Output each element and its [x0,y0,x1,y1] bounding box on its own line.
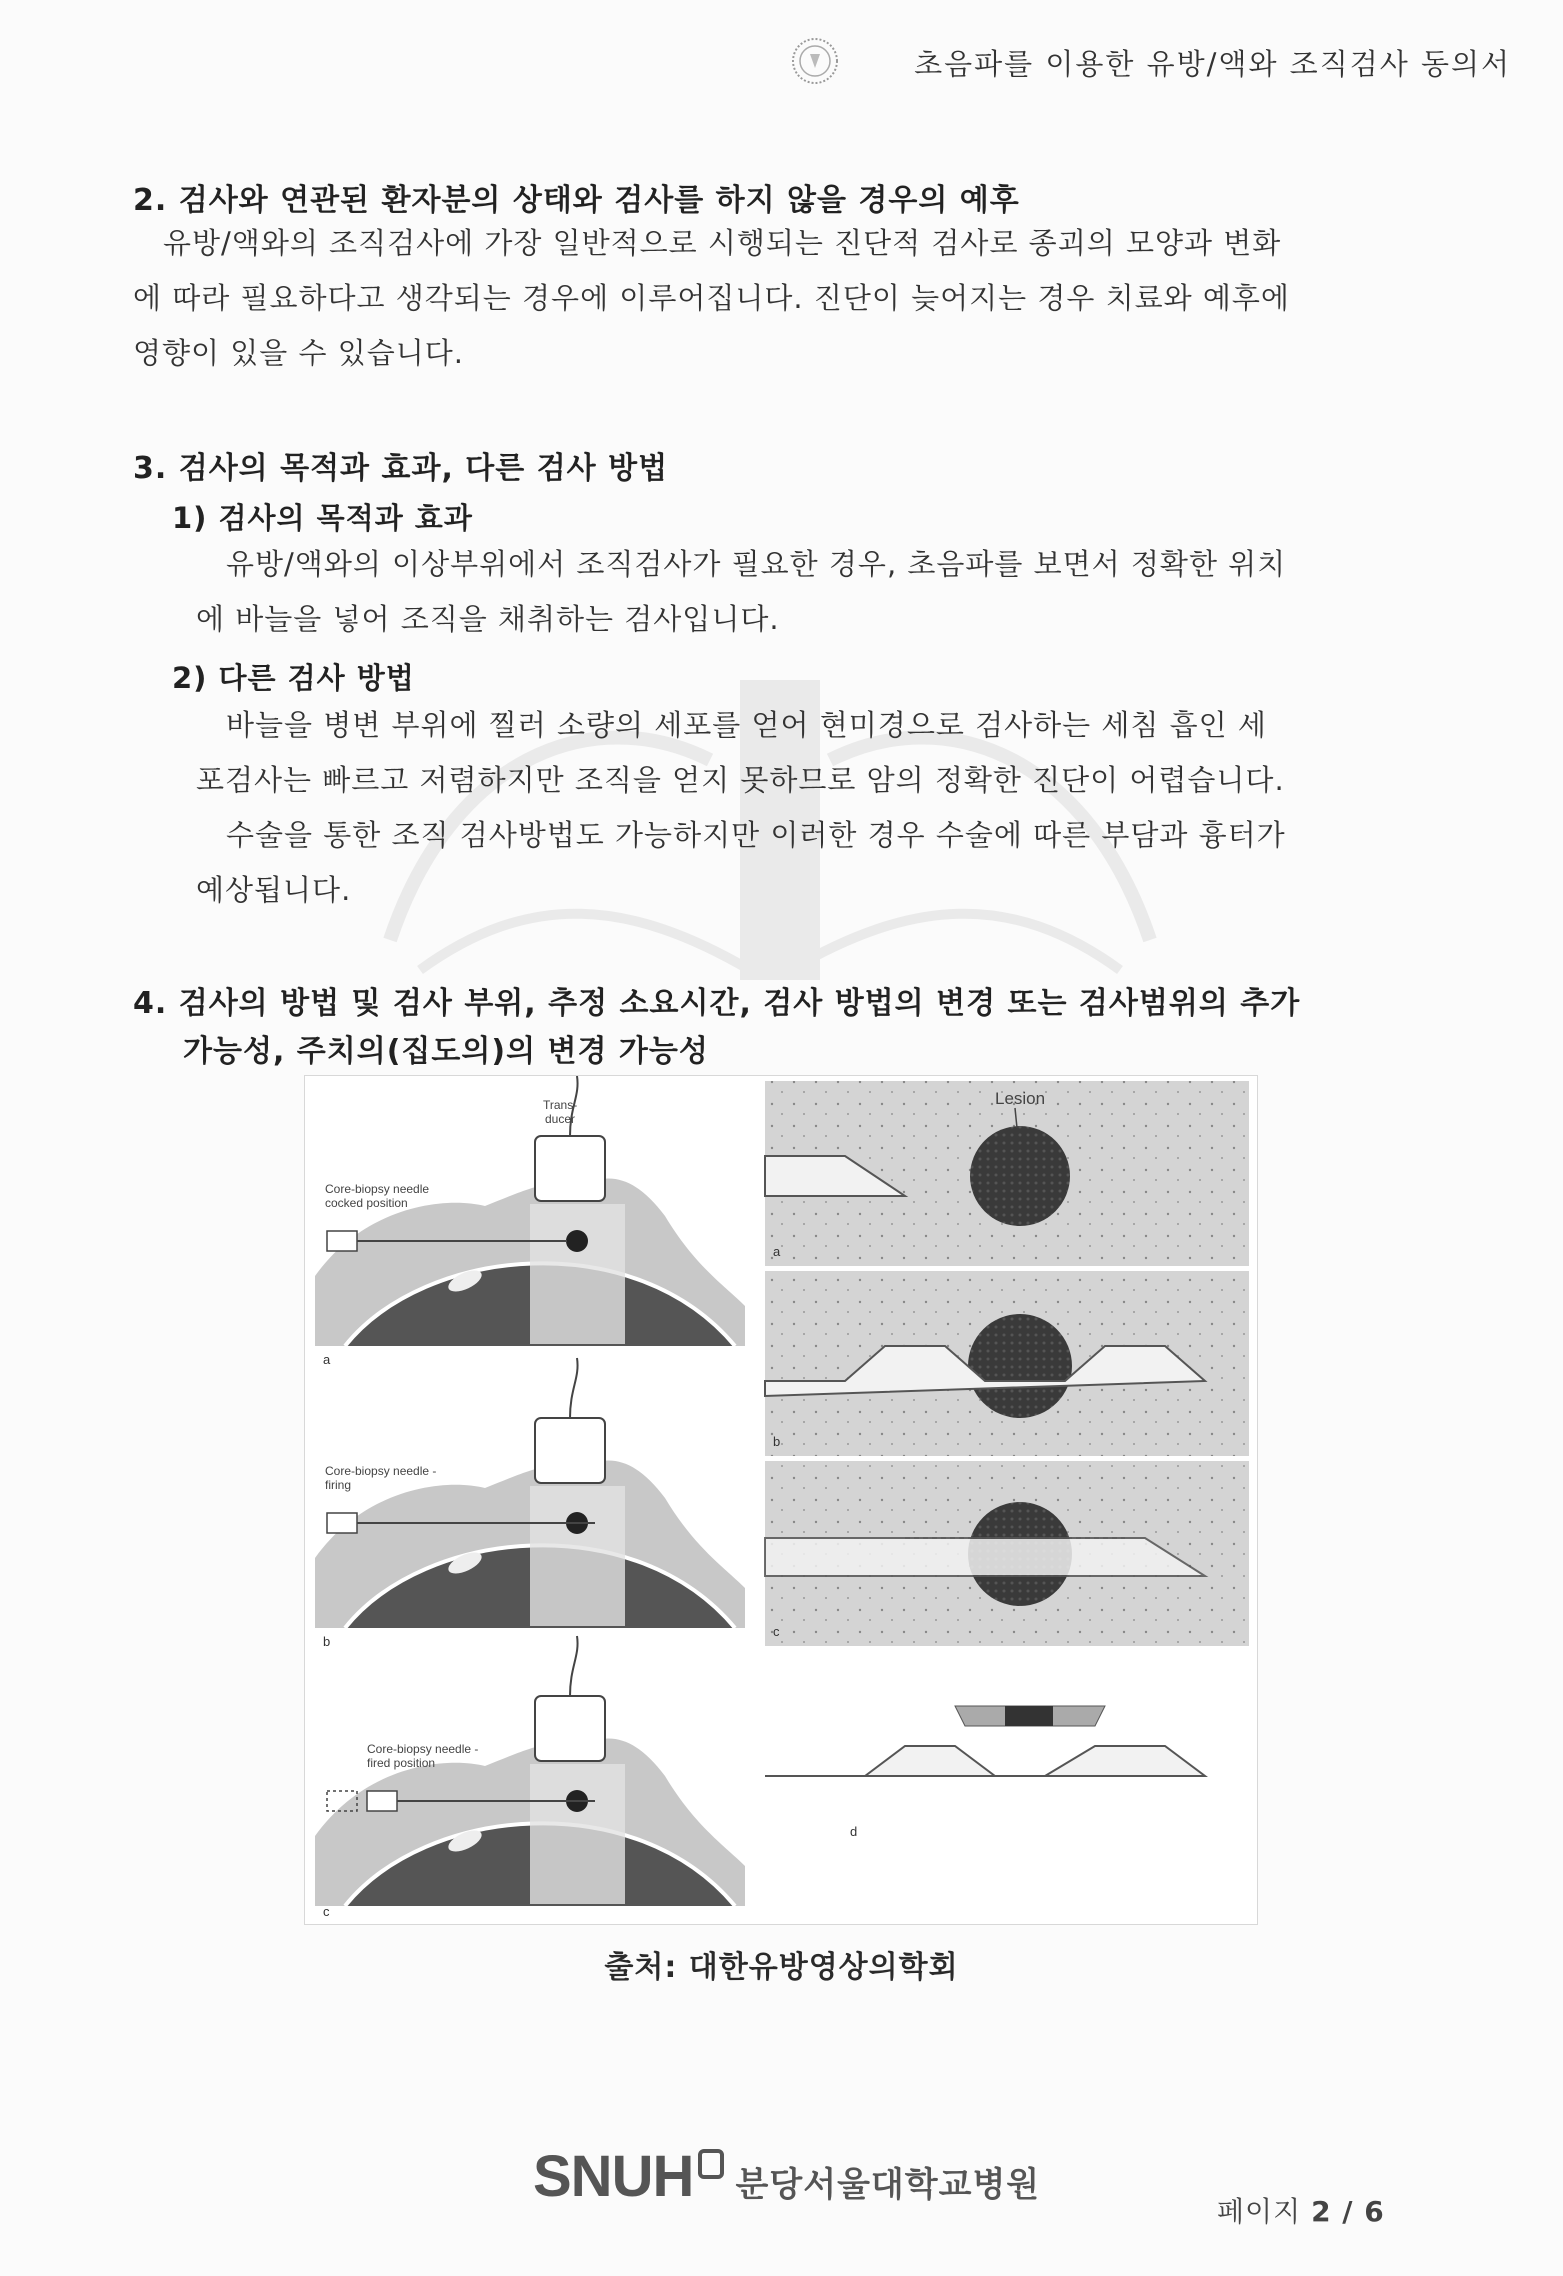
left-panel-c [315,1636,745,1919]
figure-caption: 출처: 대한유방영상의학회 [604,1950,959,1985]
left-panel-b [315,1358,745,1649]
section-4-title-line2: 가능성, 주치의(집도의)의 변경 가능성 [183,1034,709,1069]
left-panel-a [315,1076,745,1367]
section-3-2-line: 바늘을 병변 부위에 찔러 소량의 세포를 얻어 현미경으로 검사하는 세침 흡인 세 [226,708,1267,742]
section-3-2-body [196,698,1396,918]
section-2-line: 영향이 있을 수 있습니다. [133,336,465,370]
snuh-logo-text: SNUH [533,2144,694,2209]
section-2-body [133,216,1388,381]
hospital-logo [533,2143,1040,2210]
needle-label: cocked position [325,1196,408,1210]
transducer-label: ducer [545,1112,576,1126]
hospital-seal-logo [790,36,840,86]
panel-letter: d [850,1824,858,1839]
core-biopsy-illustration [304,1075,1258,1925]
needle-label: firing [325,1478,352,1492]
needle-label: Core-biopsy needle - [367,1742,479,1756]
right-panel-c [765,1461,1249,1646]
section-2-title: 2. 검사와 연관된 환자분의 상태와 검사를 하지 않을 경우의 예후 [133,183,1020,218]
section-3-2-line: 예상됩니다. [196,873,352,907]
panel-letter: c [773,1624,780,1639]
page-indicator [1217,2190,1385,2230]
section-4-title-line1: 4. 검사의 방법 및 검사 부위, 추정 소요시간, 검사 방법의 변경 또는 검사범위의 추가 [133,986,1301,1021]
section-3-title: 3. 검사의 목적과 효과, 다른 검사 방법 [133,451,669,486]
right-panel-b [765,1271,1249,1456]
section-3-2-line: 포검사는 빠르고 저렴하지만 조직을 얻지 못하므로 암의 정확한 진단이 어렵습니다. [196,763,1285,797]
section-2-line: 유방/액와의 조직검사에 가장 일반적으로 시행되는 진단적 검사로 종괴의 모양과 변화 [163,226,1282,260]
transducer-label: Trans- [543,1098,578,1112]
section-3-1-title: 1) 검사의 목적과 효과 [172,501,473,535]
section-3-1-line: 유방/액와의 이상부위에서 조직검사가 필요한 경우, 초음파를 보면서 정확한 위치 [226,547,1287,581]
panel-letter: b [773,1434,781,1449]
section-3-1-body [196,537,1396,647]
page-label: 페이지 [1217,2195,1302,2228]
needle-label: Core-biopsy needle - [325,1464,437,1478]
document-title: 초음파를 이용한 유방/액와 조직검사 동의서 [914,47,1511,81]
snuh-emblem-icon [698,2149,724,2179]
panel-letter: a [773,1244,781,1259]
section-3-2-line: 수술을 통한 조직 검사방법도 가능하지만 이러한 경우 수술에 따른 부담과 흉터가 [226,818,1286,852]
section-3-2-title: 2) 다른 검사 방법 [172,661,415,695]
hospital-name: 분당서울대학교병원 [735,2165,1041,2205]
panel-letter: c [323,1904,330,1919]
right-panel-d [765,1706,1205,1839]
panel-letter: a [323,1352,331,1367]
page-number: 2 / 6 [1311,2195,1385,2228]
panel-letter: b [323,1634,331,1649]
needle-label: Core-biopsy needle [325,1182,430,1196]
right-panel-a [765,1081,1249,1266]
section-2-line: 에 따라 필요하다고 생각되는 경우에 이루어집니다. 진단이 늦어지는 경우 치료와 예후에 [133,281,1290,315]
needle-label: fired position [367,1756,436,1770]
section-3-1-line: 에 바늘을 넣어 조직을 채취하는 검사입니다. [196,602,780,636]
lesion-label: Lesion [995,1089,1046,1108]
